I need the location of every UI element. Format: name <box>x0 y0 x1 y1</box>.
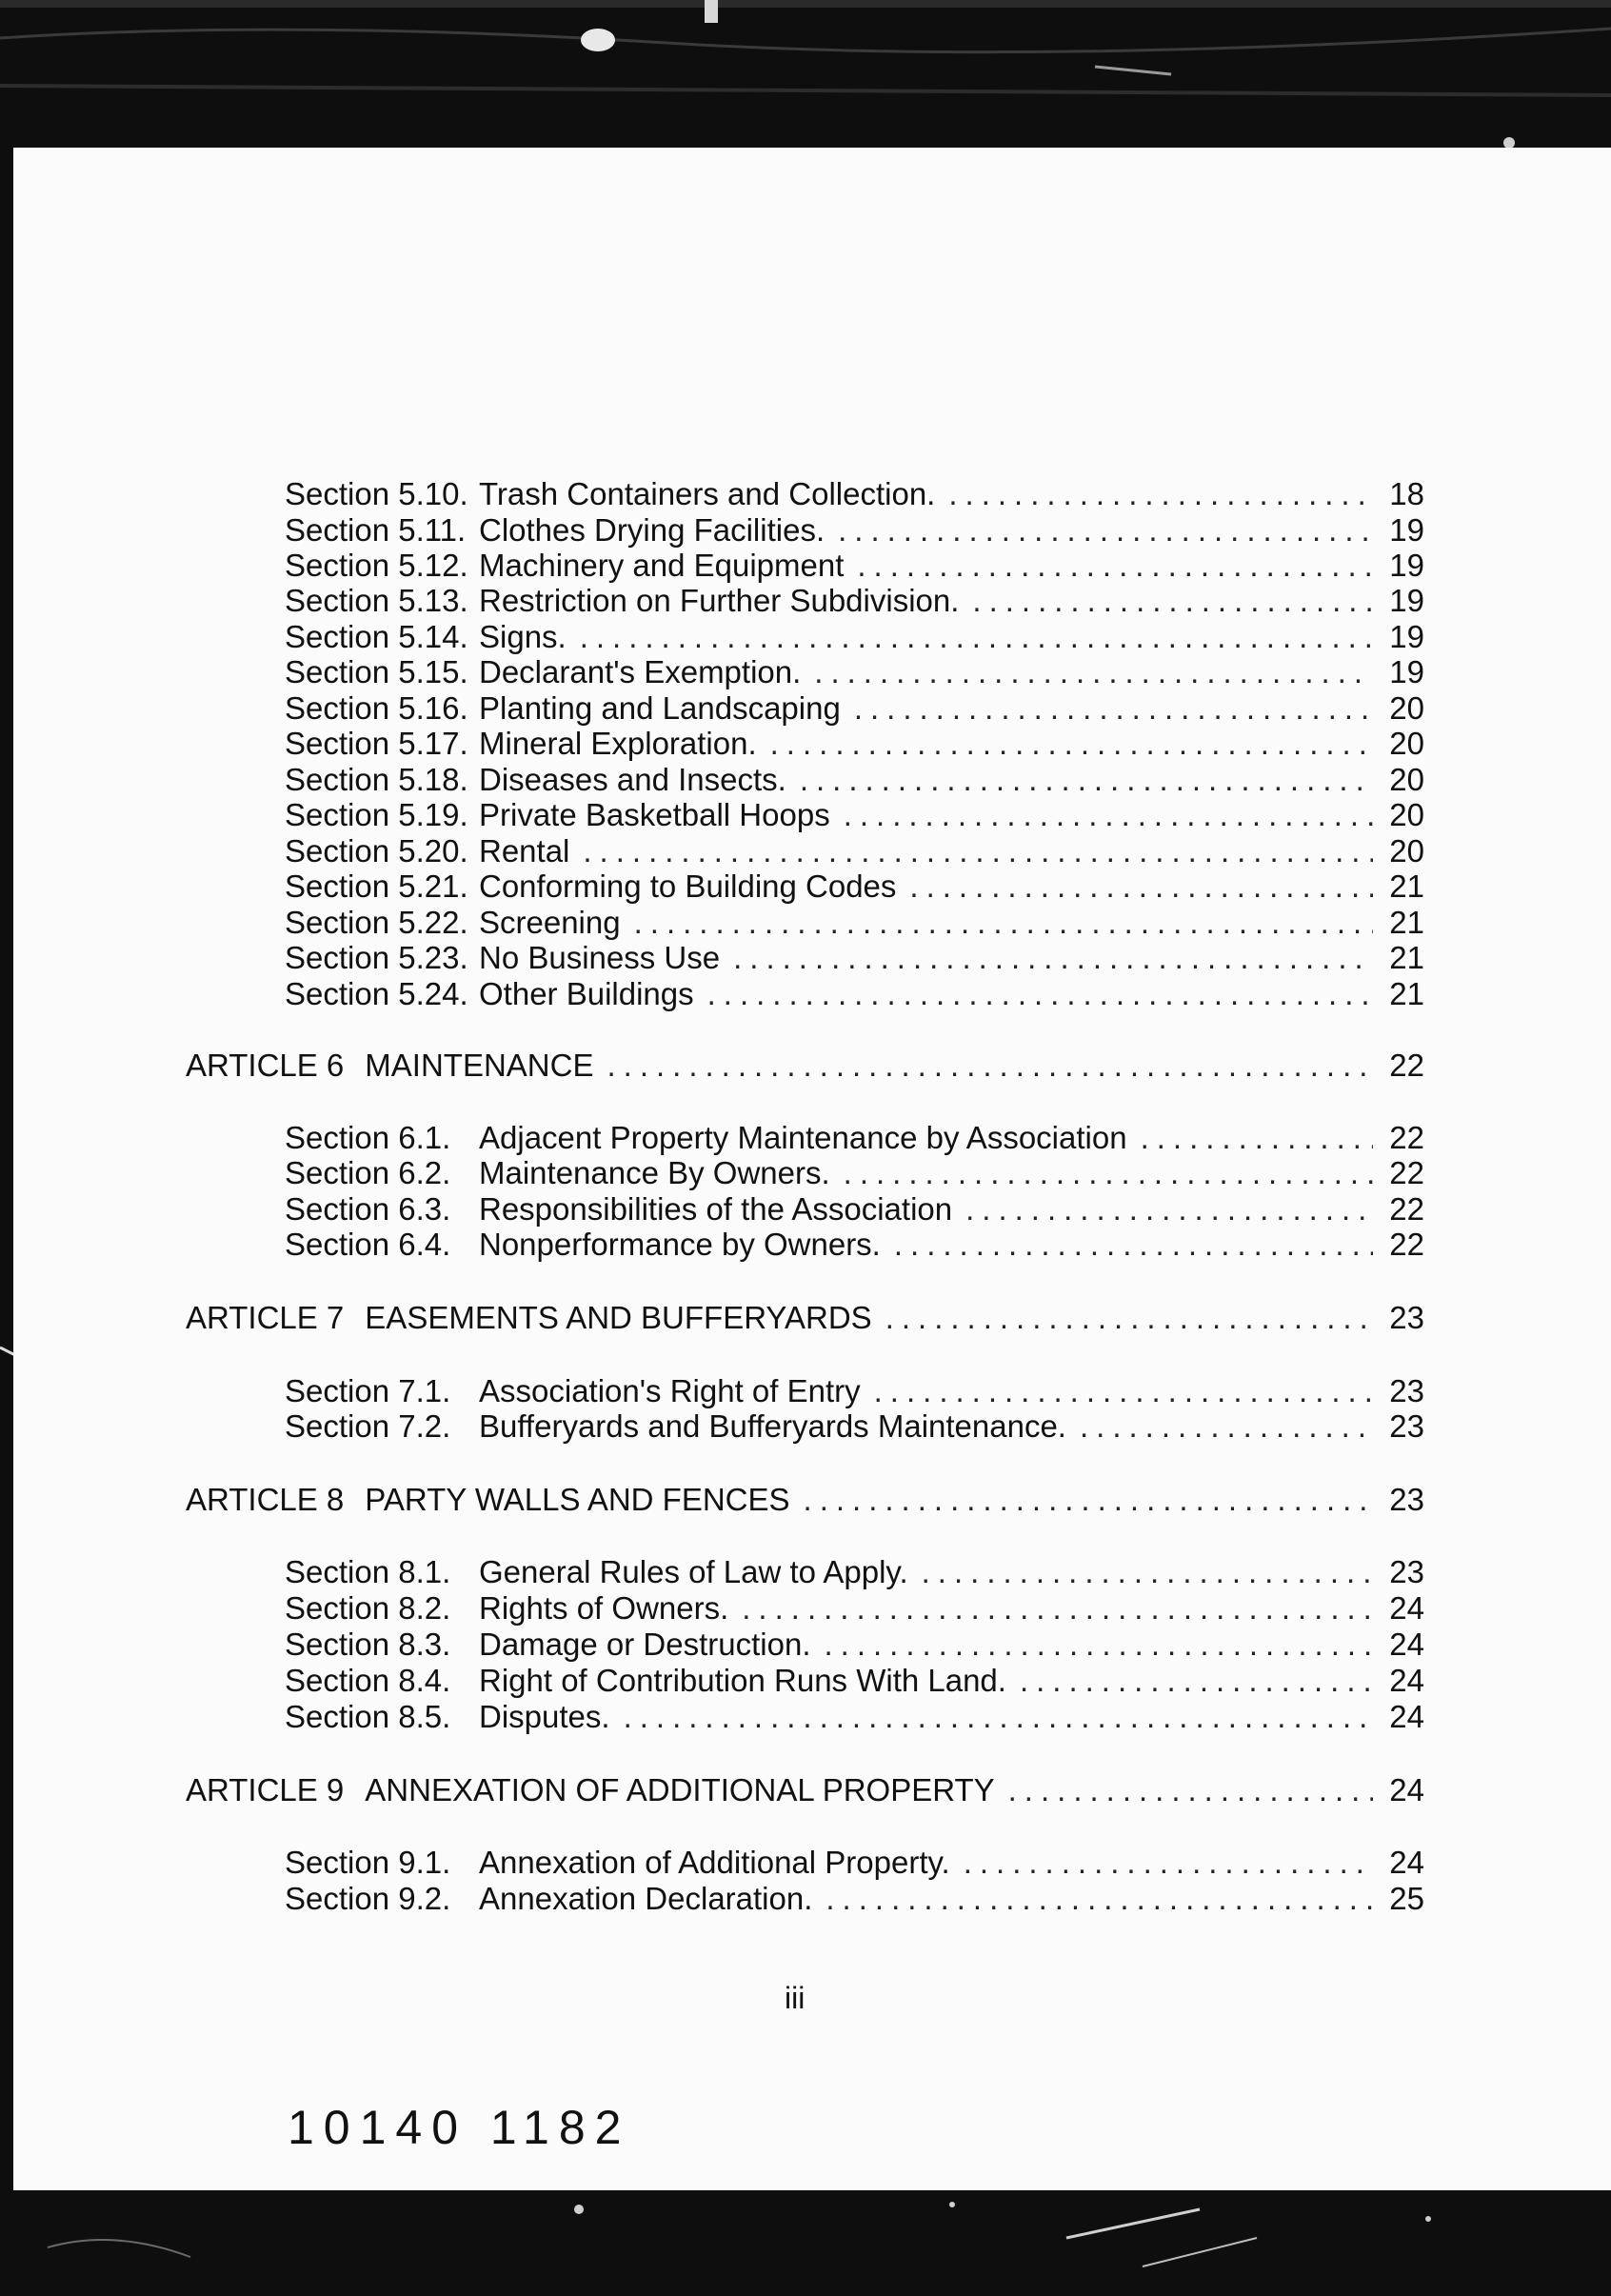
toc-article-title: MAINTENANCE <box>365 1048 594 1083</box>
toc-entry-label: Section 8.3. <box>285 1627 451 1662</box>
toc-entry-page: 19 <box>1389 548 1424 583</box>
toc-entry-page: 21 <box>1389 976 1424 1011</box>
toc-entry <box>285 1845 1424 1881</box>
toc-entry-page: 22 <box>1389 1191 1424 1227</box>
dot-leader <box>844 797 1373 833</box>
toc-entry-page: 20 <box>1389 762 1424 797</box>
toc-article <box>186 1772 1424 1808</box>
dot-leader <box>1020 1663 1373 1699</box>
toc-article-label: ARTICLE 7 <box>186 1300 345 1335</box>
toc-entry-label: Section 9.1. <box>285 1845 451 1880</box>
toc-entry-label: Section 8.4. <box>285 1663 451 1698</box>
toc-entry <box>285 940 1424 976</box>
toc-entry <box>285 654 1424 690</box>
toc-entry <box>285 690 1424 727</box>
dot-leader <box>607 1048 1373 1084</box>
dot-leader <box>825 1881 1373 1917</box>
toc-entry-page: 22 <box>1389 1155 1424 1190</box>
toc-article-title: EASEMENTS AND BUFFERYARDS <box>365 1300 872 1335</box>
toc-entry-title: Annexation of Additional Property. <box>479 1845 950 1880</box>
toc-article-label: ARTICLE 6 <box>186 1048 345 1083</box>
toc-entry-label: Section 5.12. <box>285 548 468 583</box>
toc-entry-title: Declarant's Exemption. <box>479 654 802 689</box>
toc-entry <box>285 476 1424 512</box>
toc-entry <box>285 1663 1424 1699</box>
dot-leader <box>707 976 1373 1012</box>
toc-article <box>186 1048 1424 1084</box>
toc-entry-title: Nonperformance by Owners. <box>479 1227 881 1262</box>
toc-entry-label: Section 6.3. <box>285 1191 451 1227</box>
toc-entry-label: Section 5.22. <box>285 905 468 940</box>
toc-entry <box>285 1554 1424 1590</box>
toc-article-label: ARTICLE 9 <box>186 1772 345 1807</box>
toc-entry-label: Section 5.11. <box>285 512 467 548</box>
toc-entry-label: Section 5.16. <box>285 690 468 726</box>
toc-entry <box>285 619 1424 655</box>
toc-entry-label: Section 5.21. <box>285 868 468 904</box>
toc-entry-title: Restriction on Further Subdivision. <box>479 583 960 618</box>
toc-article-page: 24 <box>1389 1772 1424 1807</box>
toc-entry-label: Section 5.17. <box>285 726 468 761</box>
dot-leader <box>922 1554 1373 1590</box>
toc-entry-page: 21 <box>1389 905 1424 940</box>
toc-entry-title: No Business Use <box>479 940 721 975</box>
toc-entry-page: 21 <box>1389 868 1424 904</box>
toc-entry-page: 22 <box>1389 1227 1424 1262</box>
toc-entry-title: Diseases and Insects. <box>479 762 786 797</box>
toc-entry-label: Section 6.4. <box>285 1227 451 1262</box>
dot-leader <box>857 548 1373 584</box>
toc-entry-page: 23 <box>1389 1408 1424 1444</box>
toc-entry-title: Planting and Landscaping <box>479 690 841 726</box>
toc-entry-title: Adjacent Property Maintenance by Association <box>479 1120 1127 1155</box>
toc-entry-page: 20 <box>1389 726 1424 761</box>
toc-entry-label: Section 5.14. <box>285 619 468 654</box>
dot-leader <box>824 1627 1373 1663</box>
toc-entry <box>285 1120 1424 1156</box>
toc-entry-page: 24 <box>1389 1845 1424 1880</box>
toc-entry <box>285 1155 1424 1191</box>
toc-article <box>186 1300 1424 1336</box>
toc-entry-label: Section 9.2. <box>285 1881 451 1916</box>
toc-entry-label: Section 5.10. <box>285 476 468 511</box>
toc-entry-title: Signs. <box>479 619 567 654</box>
toc-entry-title: General Rules of Law to Apply. <box>479 1554 908 1589</box>
toc-entry-page: 21 <box>1389 940 1424 975</box>
toc-entry-title: Private Basketball Hoops <box>479 797 830 832</box>
toc-article-title: PARTY WALLS AND FENCES <box>365 1482 790 1517</box>
toc-entry-title: Responsibilities of the Association <box>479 1191 953 1227</box>
toc-entry-title: Trash Containers and Collection. <box>479 476 936 511</box>
toc-entry-label: Section 6.1. <box>285 1120 451 1155</box>
page-number-roman: iii <box>785 1981 806 2015</box>
dot-leader <box>854 690 1373 727</box>
toc-entry-page: 20 <box>1389 690 1424 726</box>
toc-entry <box>285 905 1424 941</box>
toc-entry-title: Maintenance By Owners. <box>479 1155 830 1190</box>
toc-entry <box>285 548 1424 584</box>
toc-entry-page: 23 <box>1389 1554 1424 1589</box>
toc-entry-title: Conforming to Building Codes <box>479 868 897 904</box>
toc-entry <box>285 512 1424 549</box>
dot-leader <box>624 1699 1373 1735</box>
toc-article-page: 23 <box>1389 1300 1424 1335</box>
toc-entry <box>285 976 1424 1012</box>
toc-article <box>186 1482 1424 1518</box>
toc-entry <box>285 762 1424 798</box>
toc-entry-title: Bufferyards and Bufferyards Maintenance. <box>479 1408 1066 1444</box>
toc-entry-page: 19 <box>1389 619 1424 654</box>
toc-entry-title: Machinery and Equipment <box>479 548 845 583</box>
toc-entry <box>285 833 1424 869</box>
dot-leader <box>770 726 1373 762</box>
toc-article-title: ANNEXATION OF ADDITIONAL PROPERTY <box>365 1772 995 1807</box>
toc-entry-label: Section 5.24. <box>285 976 468 1011</box>
toc-entry-title: Other Buildings <box>479 976 694 1011</box>
dot-leader <box>874 1373 1373 1409</box>
toc-entry <box>285 1408 1424 1445</box>
toc-entry <box>285 1227 1424 1263</box>
toc-article-page: 22 <box>1389 1048 1424 1083</box>
toc-entry-label: Section 7.2. <box>285 1408 451 1444</box>
dot-leader <box>1141 1120 1373 1156</box>
toc-entry-page: 24 <box>1389 1663 1424 1698</box>
toc-entry-label: Section 5.18. <box>285 762 468 797</box>
dot-leader <box>804 1482 1373 1518</box>
toc-entry-page: 20 <box>1389 797 1424 832</box>
toc-entry-title: Association's Right of Entry <box>479 1373 861 1408</box>
dot-leader <box>800 762 1373 798</box>
dot-leader <box>814 654 1373 690</box>
dot-leader <box>634 905 1373 941</box>
dot-leader <box>583 833 1373 869</box>
toc-entry <box>285 868 1424 905</box>
toc-entry-label: Section 6.2. <box>285 1155 451 1190</box>
toc-entry-title: Disputes. <box>479 1699 610 1734</box>
toc-entry <box>285 1590 1424 1627</box>
toc-entry-page: 25 <box>1389 1881 1424 1916</box>
dot-leader <box>964 1845 1373 1881</box>
dot-leader <box>844 1155 1373 1191</box>
dot-leader <box>1008 1772 1373 1808</box>
toc-entry-page: 24 <box>1389 1699 1424 1734</box>
dot-leader <box>894 1227 1373 1263</box>
toc-entry-label: Section 8.5. <box>285 1699 451 1734</box>
toc-entry <box>285 1627 1424 1663</box>
toc-entry-title: Annexation Declaration. <box>479 1881 813 1916</box>
table-of-contents <box>13 148 1611 2190</box>
toc-entry-title: Screening <box>479 905 621 940</box>
dot-leader <box>885 1300 1373 1336</box>
toc-entry-title: Damage or Destruction. <box>479 1627 811 1662</box>
toc-entry-page: 18 <box>1389 476 1424 511</box>
toc-entry <box>285 1191 1424 1228</box>
dot-leader <box>580 619 1373 655</box>
scanned-page <box>13 148 1611 2190</box>
toc-entry-label: Section 5.20. <box>285 833 468 868</box>
toc-entry <box>285 583 1424 619</box>
toc-entry-label: Section 8.1. <box>285 1554 451 1589</box>
toc-entry <box>285 1699 1424 1735</box>
dot-leader <box>838 512 1373 549</box>
toc-entry-label: Section 5.13. <box>285 583 468 618</box>
toc-entry-label: Section 5.15. <box>285 654 468 689</box>
toc-entry <box>285 726 1424 762</box>
dot-leader <box>1080 1408 1373 1445</box>
toc-entry-page: 20 <box>1389 833 1424 868</box>
toc-entry <box>285 1373 1424 1409</box>
toc-entry-title: Rental <box>479 833 570 868</box>
toc-article-label: ARTICLE 8 <box>186 1482 345 1517</box>
toc-entry-page: 24 <box>1389 1590 1424 1626</box>
toc-entry-label: Section 7.1. <box>285 1373 451 1408</box>
dot-leader <box>948 476 1373 512</box>
toc-entry-title: Rights of Owners. <box>479 1590 729 1626</box>
dot-leader <box>742 1590 1373 1627</box>
toc-entry-page: 19 <box>1389 654 1424 689</box>
toc-entry-label: Section 8.2. <box>285 1590 451 1626</box>
toc-entry-label: Section 5.19. <box>285 797 468 832</box>
toc-entry-label: Section 5.23. <box>285 940 468 975</box>
toc-entry-title: Clothes Drying Facilities. <box>479 512 825 548</box>
toc-entry <box>285 1881 1424 1917</box>
toc-entry-page: 19 <box>1389 583 1424 618</box>
toc-entry-title: Mineral Exploration. <box>479 726 757 761</box>
document-number: 10140 1182 <box>288 2101 631 2154</box>
toc-article-page: 23 <box>1389 1482 1424 1517</box>
toc-entry-title: Right of Contribution Runs With Land. <box>479 1663 1006 1698</box>
toc-entry-page: 22 <box>1389 1120 1424 1155</box>
dot-leader <box>909 868 1373 905</box>
toc-entry-page: 23 <box>1389 1373 1424 1408</box>
toc-entry-page: 24 <box>1389 1627 1424 1662</box>
dot-leader <box>972 583 1373 619</box>
dot-leader <box>965 1191 1373 1228</box>
dot-leader <box>733 940 1373 976</box>
toc-entry-page: 19 <box>1389 512 1424 548</box>
toc-entry <box>285 797 1424 833</box>
